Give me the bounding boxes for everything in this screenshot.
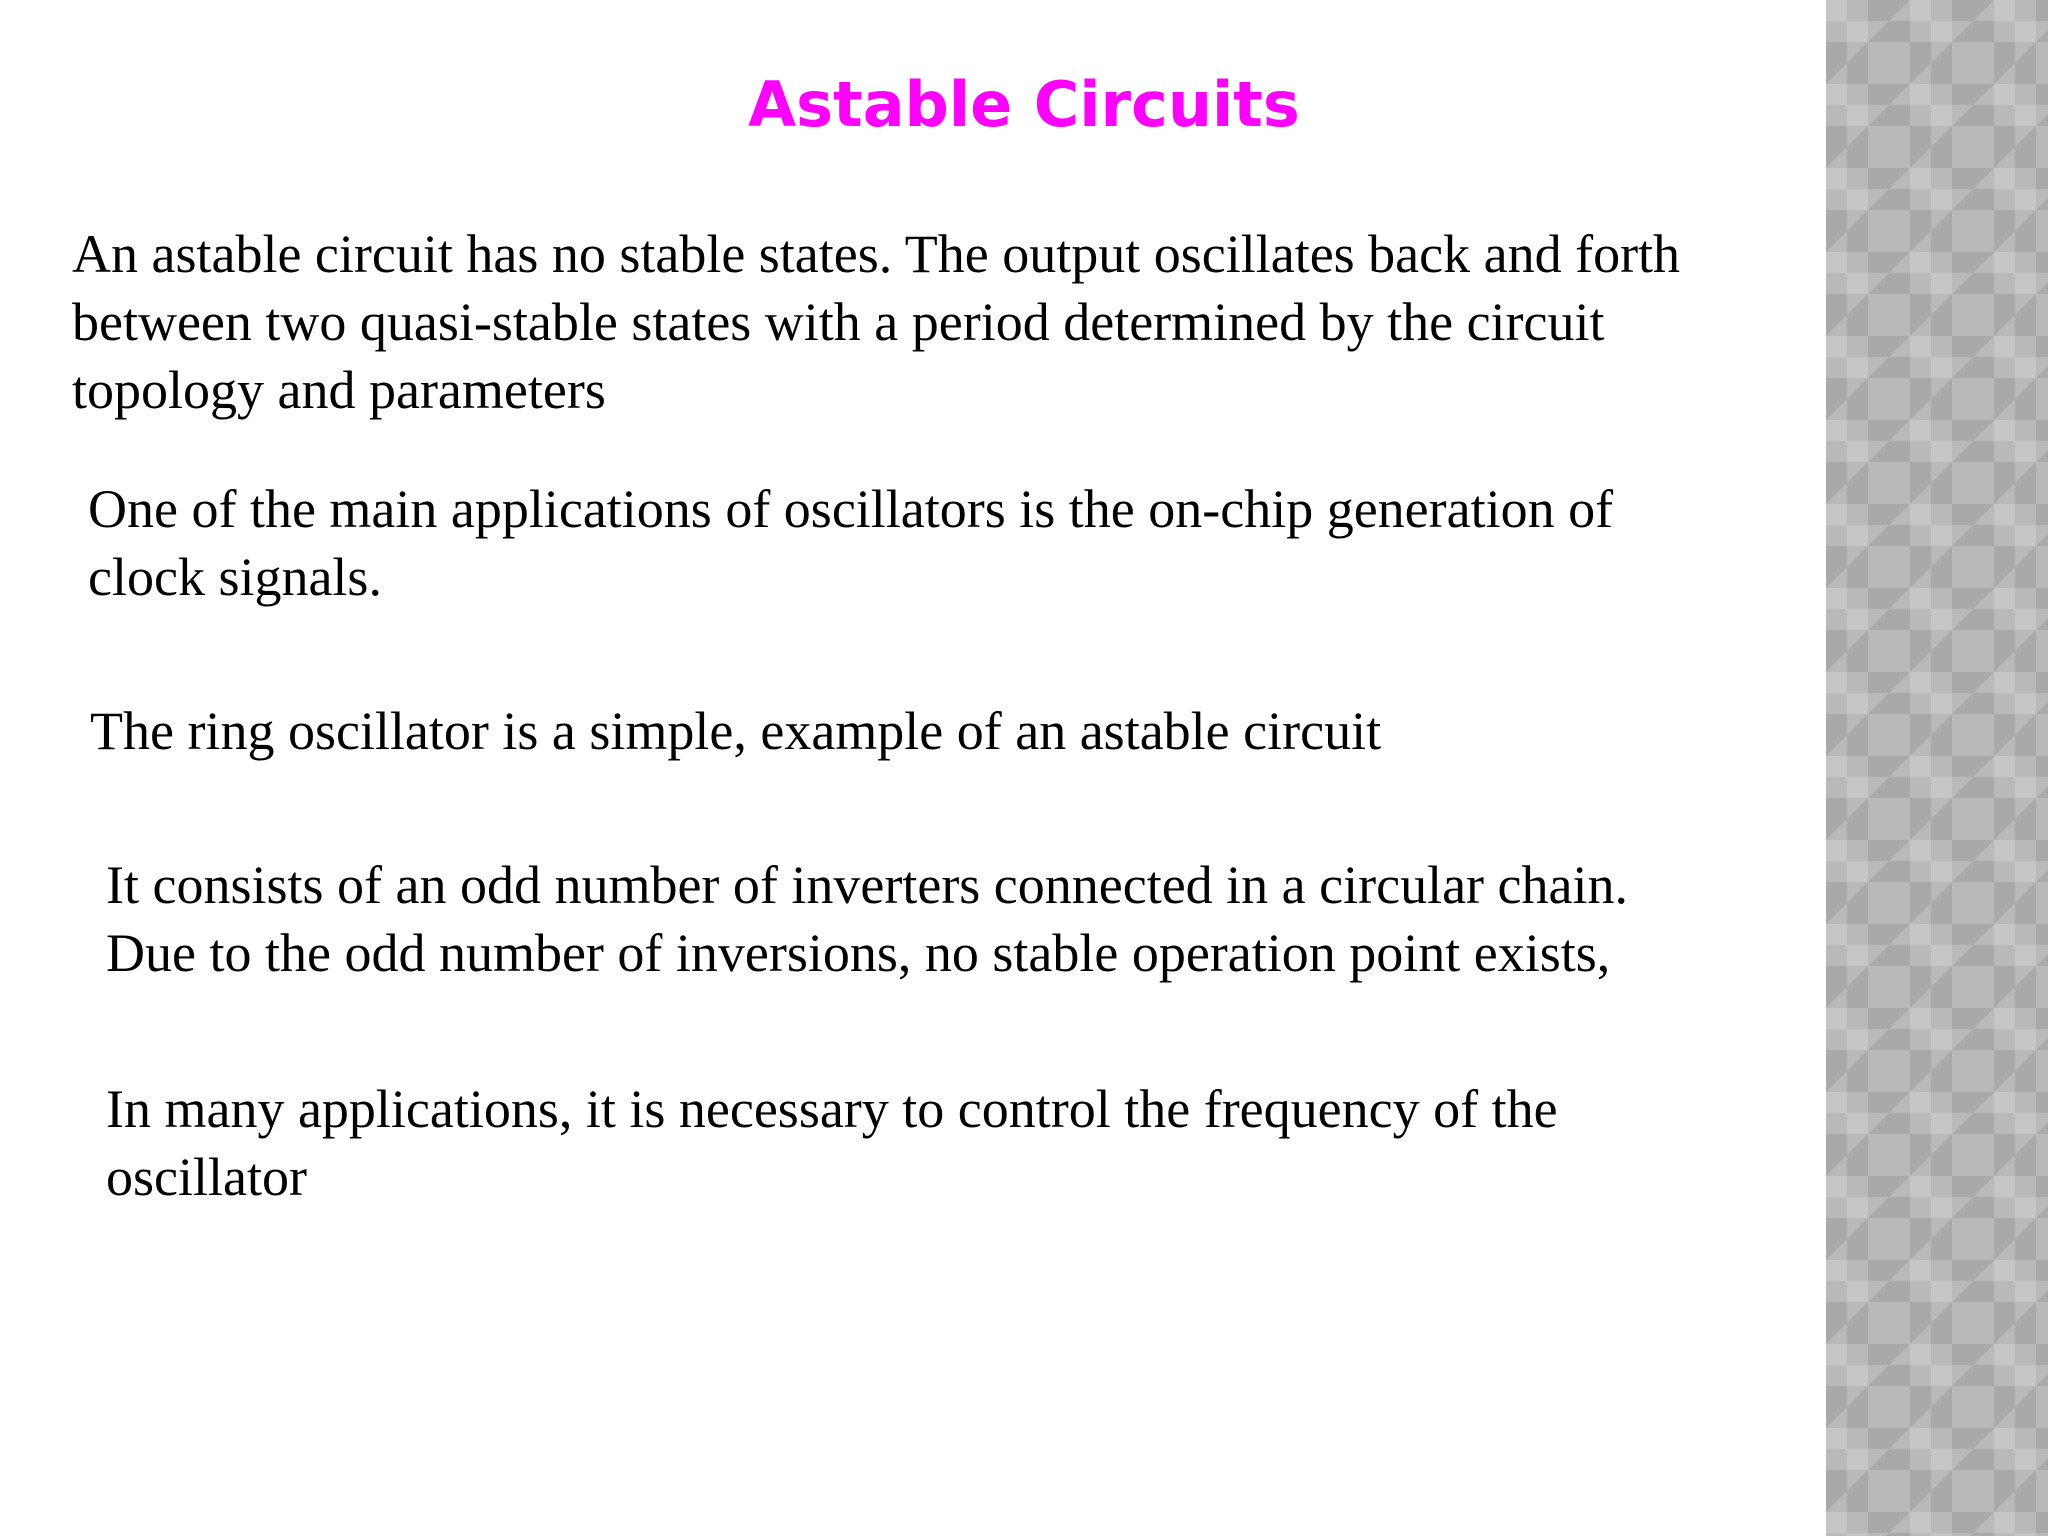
slide-title: Astable Circuits — [748, 68, 1300, 141]
paragraph-inverter-chain: It consists of an odd number of inverters connected in a circular chain. Due to the odd number of inversions, no stable operation point exists, — [106, 855, 1628, 983]
paragraph-ring-oscillator: The ring oscillator is a simple, example of an astable circuit — [90, 701, 1382, 761]
paragraph-frequency-control: In many applications, it is necessary to control the frequency of the oscillator — [106, 1079, 1558, 1207]
paragraph-oscillator-applications: One of the main applications of oscillators is the on-chip generation of clock signals. — [88, 479, 1614, 607]
paragraph-astable-definition: An astable circuit has no stable states. The output oscillates back and forth between two quasi-stable states with a period determined by the circuit topology and parameters — [72, 224, 1681, 420]
decorative-side-panel — [1826, 0, 2048, 1536]
